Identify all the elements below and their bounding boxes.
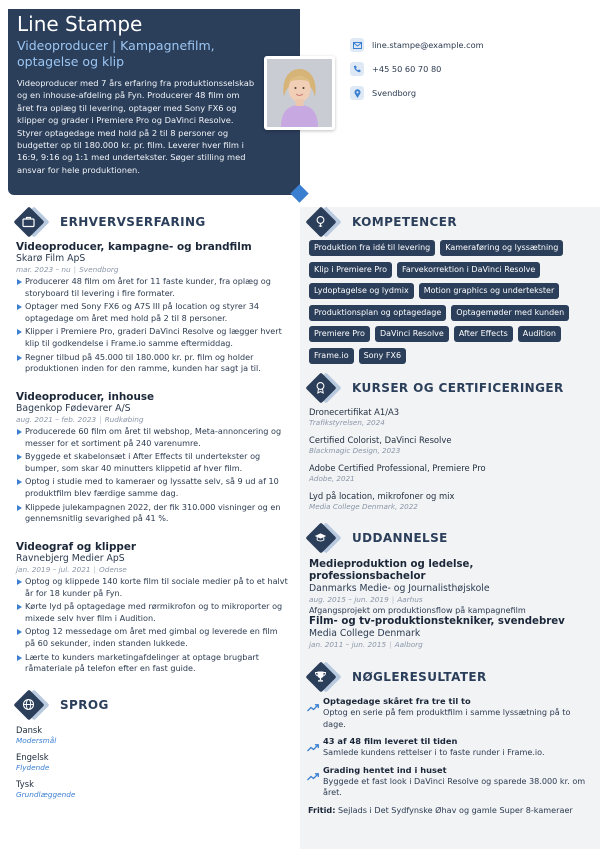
achievement-desc: Samlede kundens rettelser i to faste runder i Frame.io. (323, 747, 545, 758)
candidate-name: Line Stampe (17, 12, 143, 36)
achievement-item (307, 696, 589, 730)
job-bullet: Optager med Sony FX6 og A7S III på location og styrer 34 optagedage om året med hold på 2 til 8 personer. (16, 301, 288, 324)
globe-icon (22, 698, 35, 711)
job-title: Videoproducer, kampagne- og brandfilm (16, 241, 252, 253)
achievement-title: Grading hentet ind i huset (323, 764, 447, 775)
skill-tag: After Effects (454, 326, 513, 342)
job-company: Bagenkop Fødevarer A/S (16, 403, 131, 414)
section-education-header (308, 524, 448, 552)
job-bullet: Klipper i Premiere Pro, graderi DaVinci Resolve og lægger hvert klip til godkendelse i Frame.io samme eftermiddag. (16, 326, 288, 349)
education-meta: jan. 2011 – jun. 2015 | Aalborg (309, 640, 423, 649)
graduation-cap-icon (314, 531, 327, 544)
certificate-icon (314, 381, 327, 394)
skill-tag: DaVinci Resolve (375, 326, 449, 342)
header-card (8, 9, 300, 195)
achievement-title: Optagedage skåret fra tre til to (323, 696, 471, 706)
contact-email-text: line.stampe@example.com (372, 40, 484, 50)
briefcase-badge (16, 208, 44, 236)
contact-location-text: Svendborg (372, 88, 417, 98)
job-place: Odense (98, 565, 127, 574)
job-bullets (16, 576, 288, 675)
hobby-label: Fritid: (308, 804, 336, 815)
candidate-title: Videoproducer | Kampagnefilm, optagelse og klip (17, 38, 215, 69)
trend-up-icon (307, 696, 319, 730)
hobby-text: Sejlads i Det Sydfynske Øhav og gamle Super 8-kameraer (338, 804, 573, 815)
course-issuer: Blackmagic Design, 2023 (309, 446, 401, 455)
section-languages-title: SPROG (60, 698, 109, 712)
contact-list (350, 33, 484, 105)
trophy-badge (308, 663, 336, 691)
skill-tag: Motion graphics og undertekster (419, 283, 560, 299)
job-bullets (16, 276, 288, 375)
job-bullet: Producerer 48 film om året for 11 faste kunder, fra oplæg og storyboard til levering i fire formater. (16, 276, 288, 299)
course-name: Lyd på location, mikrofoner og mix (309, 491, 455, 501)
achievement-title: 43 af 48 film leveret til tiden (323, 736, 458, 747)
language-level: Modersmål (16, 736, 57, 745)
job-bullet: Klippede julekampagnen 2022, der fik 310.000 visninger og en gennemsnitlig sevarighed på 41 %. (16, 502, 288, 525)
skill-tag: Farvekorrektion i DaVinci Resolve (397, 262, 540, 278)
language-list (16, 725, 288, 806)
achievement-list (307, 696, 589, 817)
language-level: Flydende (16, 763, 50, 772)
education-meta: aug. 2015 – jun. 2019 | Aarhus (309, 595, 423, 604)
job-bullet: Lærte to kunders marketingafdelinger at optage brugbart råmateriale på telefon efter en fast guide. (16, 652, 288, 675)
achievement-desc: Byggede et fast look i DaVinci Resolve og sparede 38.000 kr. om året. (323, 775, 586, 798)
section-courses-header (308, 374, 564, 402)
lightbulb-icon (314, 215, 327, 228)
job-meta: mar. 2023 – nu | Svendborg (16, 265, 119, 274)
course-item (309, 406, 589, 427)
globe-badge (16, 691, 44, 719)
section-skills-header (308, 208, 457, 236)
skill-tag: Kameraføring og lyssætning (440, 240, 563, 256)
language-item (16, 779, 288, 800)
job-bullet: Byggede et skabelonsæt i After Effects til undertekster og bumper, som skar 40 minutters klippetid af hver film. (16, 451, 288, 474)
language-name: Tysk (16, 779, 34, 789)
education-degree: Film- og tv-produktionstekniker, svendebrev (309, 616, 565, 627)
skill-tag: Premiere Pro (309, 326, 370, 342)
job-bullet: Regner tilbud på 45.000 til 180.000 kr. pr. film og holder produktionen inden for den ramme, kunden har sagt ja til. (16, 352, 288, 375)
skill-tag: Produktion fra idé til levering (309, 240, 435, 256)
education-place: Aalborg (394, 640, 423, 649)
job-bullet: Optog 12 messedage om året med gimbal og leverede en film på 60 sekunder, inden standen lukkede. (16, 626, 288, 649)
job-company: Ravnebjerg Medier ApS (16, 553, 125, 564)
course-item (309, 490, 589, 511)
job-title: Videograf og klipper (16, 541, 137, 553)
job-2 (16, 391, 288, 527)
phone-icon (350, 62, 364, 76)
section-experience-header (16, 208, 206, 236)
course-issuer: Trafikstyrelsen, 2024 (309, 418, 385, 427)
trophy-icon (314, 670, 327, 683)
skill-tag: Klip i Premiere Pro (309, 262, 392, 278)
job-period: mar. 2023 – nu (16, 265, 71, 274)
education-note: Afgangsprojekt om produktionsflow på kampagnefilm (309, 605, 526, 615)
skill-tag: Lydoptagelse og lydmix (309, 283, 414, 299)
job-bullet: Producerede 60 film om året til webshop, Meta-annoncering og messer for et sortiment på 240 varenumre. (16, 426, 288, 449)
education-badge (308, 524, 336, 552)
section-skills-title: KOMPETENCER (352, 215, 457, 229)
job-bullet: Optog i studie med to kameraer og lyssatte selv, så 9 ud af 10 produktfilm blev færdige samme dag. (16, 476, 288, 499)
language-item (16, 725, 288, 746)
section-courses-title: KURSER OG CERTIFICERINGER (352, 381, 564, 395)
job-meta: jan. 2019 – jul. 2021 | Odense (16, 565, 127, 574)
course-issuer: Media College Denmark, 2022 (309, 502, 418, 511)
job-bullet: Kørte lyd på optagedage med rørmikrofon og to mikroporter og mixede selv hver film i Audition. (16, 601, 288, 624)
profile-summary: Videoproducer med 7 års erfaring fra produktionsselskab og en inhouse-afdeling på Fyn. Producerer 48 film om året fra oplæg til levering, optager med Sony FX6 og klipper og grader i Premiere Pro og DaVinci Resolve. Styrer optagedage med hold på 2 til 8 personer og budgetter op til 180.000 kr. pr. film. Leverer hver film i 16:9, 9:16 og 1:1 med undertekster. Søger stilling med ansvar for hele produktionen. (17, 78, 255, 175)
course-name: Certified Colorist, DaVinci Resolve (309, 435, 452, 445)
education-item (309, 559, 589, 616)
education-item (309, 616, 589, 650)
skill-tag: Sony FX6 (359, 348, 407, 364)
job-place: Rudkøbing (104, 415, 144, 424)
achievement-item (307, 765, 589, 799)
language-name: Dansk (16, 725, 43, 735)
skill-tag: Produktionsplan og optagedage (309, 305, 446, 321)
skill-tag: Optagemøder med kunden (451, 305, 569, 321)
trend-up-icon (307, 765, 319, 799)
job-bullets (16, 426, 288, 525)
job-bullet: Optog og klippede 140 korte film til sociale medier på to et halvt år for 18 kunder på Fyn. (16, 576, 288, 599)
education-place: Aarhus (397, 595, 423, 604)
skills-list (309, 240, 581, 369)
trend-up-icon (307, 736, 319, 759)
job-1 (16, 241, 288, 377)
course-issuer: Adobe, 2021 (309, 474, 355, 483)
course-name: Adobe Certified Professional, Premiere Pro (309, 463, 486, 473)
job-title: Videoproducer, inhouse (16, 391, 155, 403)
hobby-line (307, 805, 589, 817)
section-experience-title: ERHVERVSERFARING (60, 215, 206, 229)
education-period: aug. 2015 – jun. 2019 (309, 595, 389, 604)
education-school: Media College Denmark (309, 628, 421, 639)
education-period: jan. 2011 – jun. 2015 (309, 640, 387, 649)
job-period: aug. 2021 – feb. 2023 (16, 415, 97, 424)
job-period: jan. 2019 – jul. 2021 (16, 565, 91, 574)
job-meta: aug. 2021 – feb. 2023 | Rudkøbing (16, 415, 144, 424)
language-item (16, 752, 288, 773)
achievement-desc: Optog en serie på fem produktfilm i samme lyssætning på to dage. (323, 707, 571, 729)
contact-email[interactable] (350, 33, 484, 57)
job-company: Skarø Film ApS (16, 253, 86, 264)
briefcase-icon (22, 215, 35, 228)
location-pin-icon (350, 86, 364, 100)
education-degree: Medieproduktion og ledelse, professionsbachelor (309, 559, 474, 582)
job-place: Svendborg (79, 265, 119, 274)
course-item (309, 434, 589, 455)
section-languages-header (16, 691, 109, 719)
contact-phone[interactable] (350, 57, 484, 81)
achievement-item (307, 736, 589, 759)
course-item (309, 462, 589, 483)
bulb-badge (308, 208, 336, 236)
profile-photo (264, 56, 335, 130)
education-school: Danmarks Medie- og Journalisthøjskole (309, 583, 490, 594)
skill-tag: Audition (518, 326, 561, 342)
language-level: Grundlæggende (16, 790, 76, 799)
award-badge (308, 374, 336, 402)
section-achievements-header (308, 663, 487, 691)
mail-icon (350, 38, 364, 52)
contact-phone-text: +45 50 60 70 80 (372, 64, 442, 74)
section-education-title: UDDANNELSE (352, 531, 448, 545)
job-3 (16, 541, 288, 677)
course-name: Dronecertifikat A1/A3 (309, 407, 400, 417)
contact-location (350, 81, 484, 105)
skill-tag: Frame.io (309, 348, 354, 364)
section-achievements-title: NØGLERESULTATER (352, 670, 487, 684)
language-name: Engelsk (16, 752, 49, 762)
